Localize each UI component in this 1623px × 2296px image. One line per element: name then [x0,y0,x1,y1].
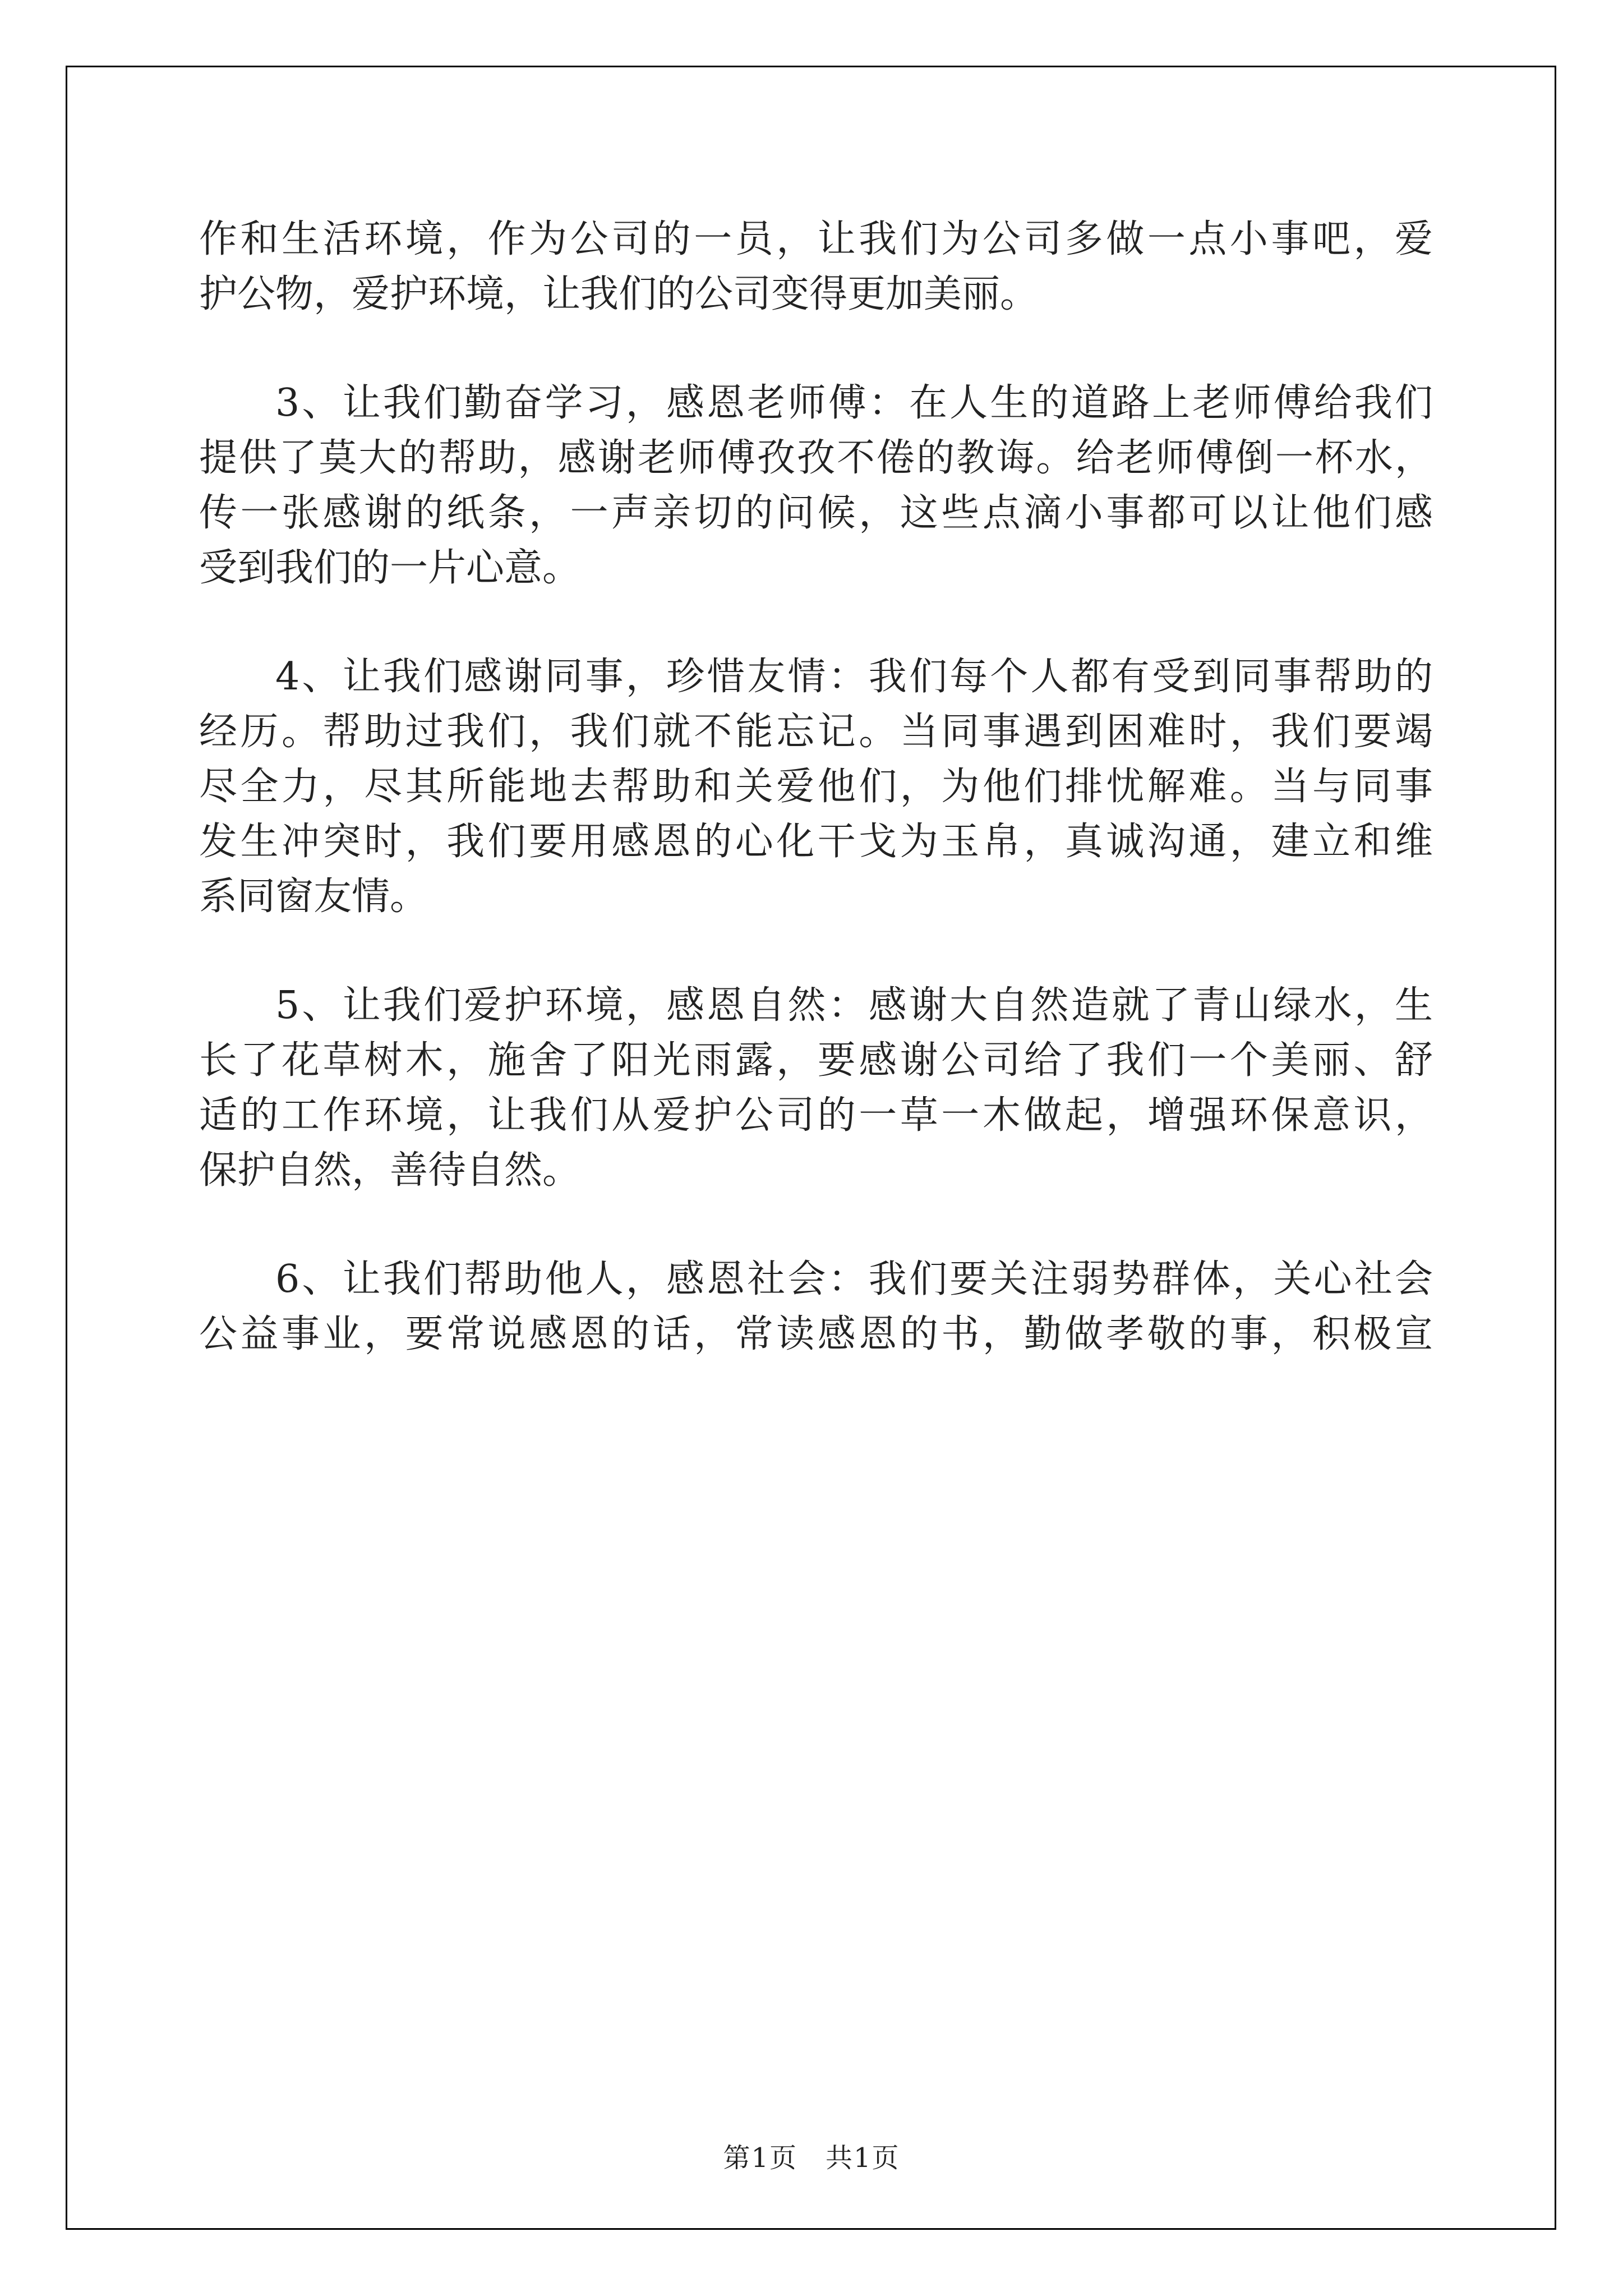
text-line: 发生冲突时，我们要用感恩的心化干戈为玉帛，真诚沟通，建立和维 [199,820,1433,864]
page-footer: 第1页 共1页 [723,2142,900,2174]
text-line: 经历。帮助过我们，我们就不能忘记。当同事遇到困难时，我们要竭 [199,710,1433,754]
document-body [199,212,1433,1362]
paragraph-4-first-line: 4、让我们感谢同事，珍惜友情：我们每个人都有受到同事帮助的 [275,655,1433,699]
text-line: 受到我们的一片心意。 [199,546,581,590]
text-line: 护公物，爱护环境，让我们的公司变得更加美丽。 [199,272,1039,316]
paragraph-5-first-line: 5、让我们爱护环境，感恩自然：感谢大自然造就了青山绿水，生 [275,983,1433,1028]
text-line: 作和生活环境，作为公司的一员，让我们为公司多做一点小事吧，爱 [199,217,1433,261]
text-line: 系同窗友情。 [199,875,428,919]
text-line: 尽全力，尽其所能地去帮助和关爱他们，为他们排忧解难。当与同事 [199,765,1433,809]
text-line: 保护自然，善待自然。 [199,1148,581,1193]
text-line: 提供了莫大的帮助，感谢老师傅孜孜不倦的教诲。给老师傅倒一杯水， [199,436,1433,480]
text-line: 公益事业，要常说感恩的话，常读感恩的书，勤做孝敬的事，积极宣 [199,1312,1433,1356]
text-line: 传一张感谢的纸条，一声亲切的问候，这些点滴小事都可以让他们感 [199,491,1433,535]
text-line: 长了花草树木，施舍了阳光雨露，要感谢公司给了我们一个美丽、舒 [199,1038,1433,1083]
paragraph-6-first-line: 6、让我们帮助他人，感恩社会：我们要关注弱势群体，关心社会 [275,1257,1433,1301]
paragraph-3-first-line: 3、让我们勤奋学习，感恩老师傅：在人生的道路上老师傅给我们 [275,381,1433,425]
text-line: 适的工作环境，让我们从爱护公司的一草一木做起，增强环保意识， [199,1093,1433,1138]
